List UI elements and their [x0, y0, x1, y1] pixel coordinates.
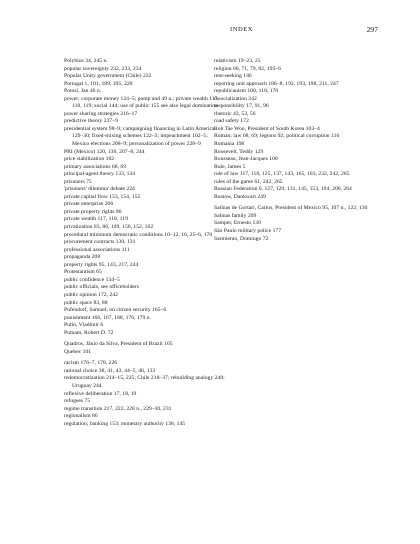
index-column-right: [214, 58, 378, 243]
index-entry: Putin, Vladimir 6: [64, 322, 104, 329]
page-number: 297: [366, 25, 378, 34]
index-entry: punishment 166, 167, 168, 176, 179 n.: [64, 314, 151, 321]
index-entry: Rustow, Dankwart 249: [214, 193, 266, 200]
index-entry: racism 176–7, 178, 226: [64, 360, 118, 367]
index-entry: rhetoric 43, 53, 56: [214, 110, 256, 117]
index-column-left: [64, 58, 226, 428]
index-entry: Rule, James 5: [214, 163, 246, 170]
index-entry: Salinas de Gortari, Carlos, President of Mexico 95, 107 n., 122, 130: [214, 205, 368, 212]
index-entry: regime transition 217, 222, 228 n., 229–30, 231: [64, 405, 172, 412]
index-entry: property rights 95, 143, 217, 244: [64, 261, 139, 268]
index-entry: Potosí, Jan 46 n.: [64, 88, 102, 95]
index-entry: prisoners 75: [64, 178, 92, 185]
running-header-title: INDEX: [230, 26, 254, 33]
index-entry: Putnam, Robert D. 72: [64, 329, 114, 336]
index-entry: private wealth 117, 118, 119: [64, 216, 128, 223]
index-entry: reporting unit approach 186–8, 192, 193, 198, 211, 247: [214, 80, 339, 87]
index-entry: Salinas family 209: [214, 212, 257, 219]
index-entry: Roman; law 68, 69; legions 92; political corruption 116: [214, 133, 340, 140]
index-entry: road safety 172: [214, 118, 249, 125]
index-entry: procedural minimum democratic conditions 10–12, 16, 25–6, 170: [64, 231, 213, 238]
index-entry: presidential system 98–9; campaigning financing in Latin America 129–30; fixed-mixing schemes 122–3; impeachment 102–5; Mexico elections 208–9; personalization of power 228–9: [64, 125, 215, 148]
index-entry: Portugal 1, 101, 189, 195, 220: [64, 80, 133, 87]
index-entry: regionalism 86: [64, 413, 98, 420]
index-entry: 'prisoners' dilemma' debate 224: [64, 186, 135, 193]
index-entry: Polybius 34, 245 n.: [64, 58, 108, 64]
index-entry: Rousseau, Jean-Jacques 100: [214, 156, 278, 163]
index-entry: Popular Unity government (Chile) 232: [64, 73, 152, 80]
page-header: [64, 26, 378, 38]
index-entry: propaganda 208: [64, 254, 101, 261]
index-entry: reflexive deliberation 17, 18, 19: [64, 390, 137, 397]
index-entry: principal-agent theory 133, 134: [64, 171, 136, 178]
index-entry: Sarmiento, Domingo 72: [214, 235, 269, 242]
index-entry: PRI (Mexico) 120, 130, 207–8, 244: [64, 148, 145, 155]
index-entry: Russian Federation 6, 127, 129, 131, 145, 153, 194, 200, 264: [214, 186, 352, 193]
index-entry: Roh Tae Woo, President of South Korea 103–4: [214, 125, 320, 132]
index-entry: republicanism 100, 118, 170: [214, 88, 279, 95]
index-entry: Pufendorf, Samuel; on citizen security 165–6: [64, 307, 167, 314]
index-entry: privatization 83, 86, 109, 150, 152, 162: [64, 224, 154, 231]
index-entry: price stabilization 162: [64, 156, 115, 163]
index-entry: relativism 19–23, 25: [214, 58, 261, 64]
index-entry: refugees 75: [64, 398, 91, 405]
index-entry: Samper, Ernesto 130: [214, 220, 261, 227]
index-entry: Roosevelt, Teddy 129: [214, 148, 264, 155]
index-entry: redemocratization 214–15, 225; Chile 218–37; rebuilding analogy 240; Uruguay 244: [64, 375, 225, 389]
index-entry: religion 66, 71, 79, 82, 195–6: [214, 65, 281, 72]
index-entry: predictive theory 237–9: [64, 118, 118, 125]
index-entry: Romania 198: [214, 141, 245, 148]
index-entry: private property rights 86: [64, 208, 122, 215]
index-entry: resocialization 242: [214, 95, 257, 102]
index-entry: São Paulo military police 177: [214, 228, 282, 235]
index-entry: power; corporate money 124–5; pomp and 49 n.; private wealth 117, 118, 119; social 144; use of public 155 see also legal domination: [64, 95, 219, 110]
index-entry: private capital flow 153, 154, 155: [64, 193, 141, 200]
index-entry: public officials, see officeholders: [64, 284, 139, 291]
index-entry: procurement contracts 130, 131: [64, 239, 136, 246]
index-entry: regulation; banking 153; monetary authority 138, 145: [64, 420, 186, 427]
index-entry: public confidence 134–5: [64, 276, 120, 283]
index-entry: private enterprise 206: [64, 201, 114, 208]
index-entry: rational choice 38, 41, 43, 44–5, 46, 133: [64, 367, 156, 374]
index-entry: Protestantism 65: [64, 269, 102, 276]
index-entry: Quebec 101: [64, 348, 92, 355]
index-entry: Quadros, Jânio da Silva, President of Brazil 105: [64, 341, 173, 348]
index-entry: popular sovereignty 232, 233, 234: [64, 65, 142, 72]
index-entry: public space 83, 88: [64, 299, 108, 306]
index-entry: responsibility 17, 91, 96: [214, 103, 269, 110]
index-entry: power sharing strategies 216–17: [64, 110, 138, 117]
index-entry: rent-seeking 146: [214, 73, 252, 80]
index-entry: rules of the game 61, 242, 265: [214, 178, 283, 185]
index-entry: professional associations 111: [64, 246, 130, 253]
index-entry: rule of law 117, 118, 125, 137, 143, 165, 183, 232, 242, 265: [214, 171, 350, 178]
index-entry: public opinion 172, 242: [64, 291, 118, 298]
index-entry: primary associations 68, 69: [64, 163, 127, 170]
